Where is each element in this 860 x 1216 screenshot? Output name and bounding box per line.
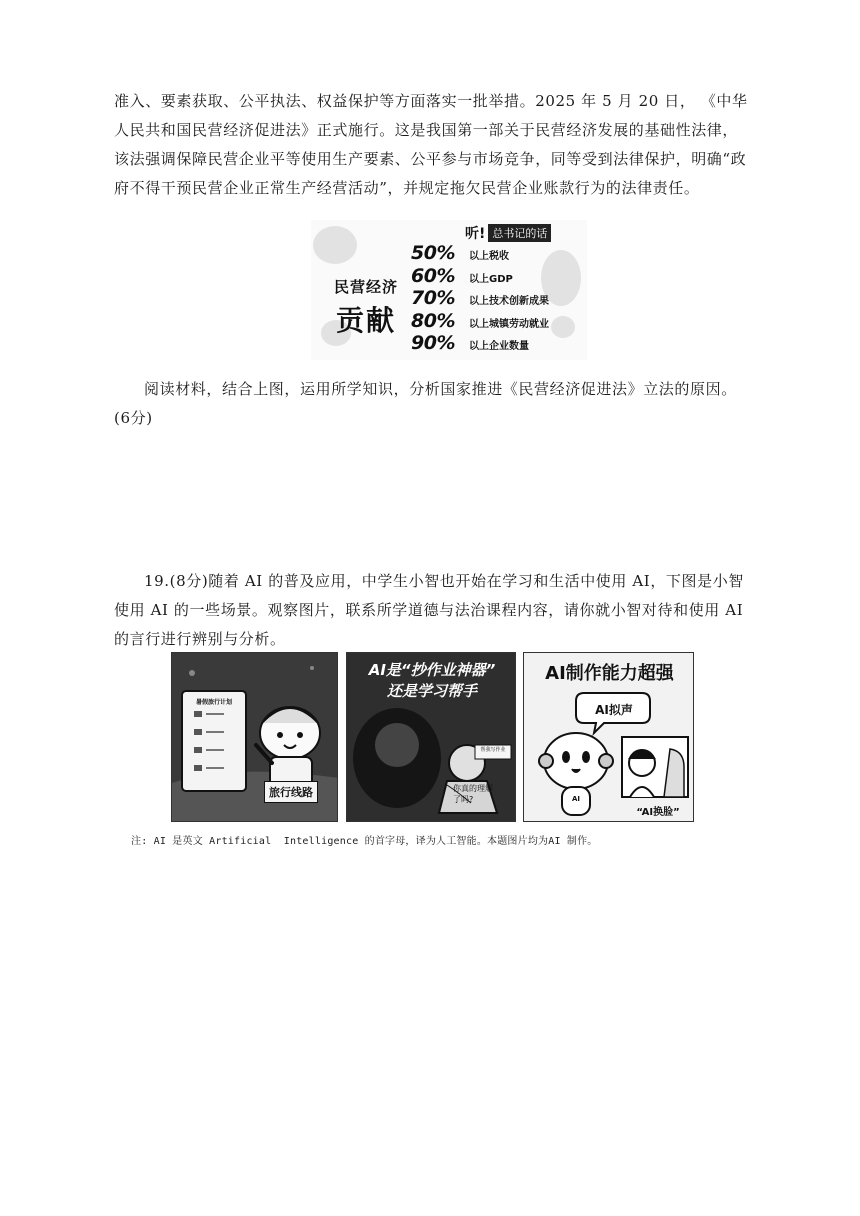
homework-title-line1: AI是“抄作业神器” (368, 661, 496, 679)
question-18-prompt: 阅读材料，结合上图，运用所学知识，分析国家推进《民营经济促进法》立法的原因。(6分) (114, 380, 737, 427)
infographic-tag (461, 224, 555, 242)
infographic-tag-prefix: 听! (465, 226, 486, 242)
plan-board-title: 暑假旅行计划 (195, 699, 232, 706)
infographic-item-label: 以上城镇劳动就业 (469, 318, 549, 330)
infographic-item-pct: 70% (411, 287, 455, 309)
homework-question: 你真的理解了吗? (453, 784, 493, 804)
material-paragraph: 准入、要素获取、公平执法、权益保护等方面落实一批举措。2025 年 5 月 20 日， 《中华人民共和国民营经济促进法》正式施行。这是我国第一部关于民营经济发展的基础性法律，该法强调保障民营企业平等使用生产要素、公平参与市场竞争，同等受到法律保护，明确“政府不得干预民营企业正常生产经营活动”，并规定拖欠民营企业账款行为的法律责任。 (114, 92, 748, 197)
route-banner: 旅行线路 (264, 781, 318, 803)
comic-panel-homework (346, 652, 516, 822)
infographic-item-pct: 90% (411, 332, 455, 354)
comic-panel-travel-plan (171, 652, 338, 822)
infographic-item-label: 以上GDP (469, 273, 513, 285)
infographic-item (411, 265, 549, 288)
ai-voice-bubble: AI拟声 (595, 703, 633, 717)
question-19-prompt: 19.(8分)随着 AI 的普及应用，中学生小智也开始在学习和生活中使用 AI，下图是小智使用 AI 的一些场景。观察图片，联系所学道德与法治课程内容，请你就小智对待和使用 AI 的言行进行辨别与分析。 (114, 572, 744, 648)
infographic-item-pct: 60% (411, 264, 455, 287)
face-swap-caption: “AI换脸” (636, 807, 680, 818)
infographic-item-pct: 50% (411, 242, 455, 264)
infographic-item (411, 332, 549, 355)
homework-bubble: 帮我写作业 (480, 747, 506, 753)
infographic-title-line2: 贡献 (335, 304, 396, 337)
robot-label: AI (571, 795, 581, 803)
ai-power-illustration (524, 653, 694, 822)
comic-panel-ai-power (523, 652, 694, 822)
infographic-item (411, 310, 549, 333)
homework-title-line2: 还是学习帮手 (386, 682, 477, 700)
infographic-item (411, 242, 549, 265)
infographic-title (321, 276, 411, 339)
infographic-item-label: 以上技术创新成果 (469, 296, 549, 307)
footnote: 注: AI 是英文 Artificial Intelligence 的首字母，译为人工智能。本题图片均为AI 制作。 (131, 836, 598, 847)
infographic-list (411, 242, 549, 355)
private-economy-infographic (311, 220, 587, 360)
infographic-item-label: 以上税收 (469, 251, 509, 262)
infographic-title-line1: 民营经济 (333, 278, 398, 296)
plan-board (182, 691, 246, 791)
infographic-item-pct: 80% (411, 309, 455, 332)
infographic-tag-box: 总书记的话 (488, 224, 551, 242)
infographic-item (411, 287, 549, 310)
infographic-item-label: 以上企业数量 (469, 341, 529, 352)
ai-power-title: AI制作能力超强 (545, 663, 674, 684)
